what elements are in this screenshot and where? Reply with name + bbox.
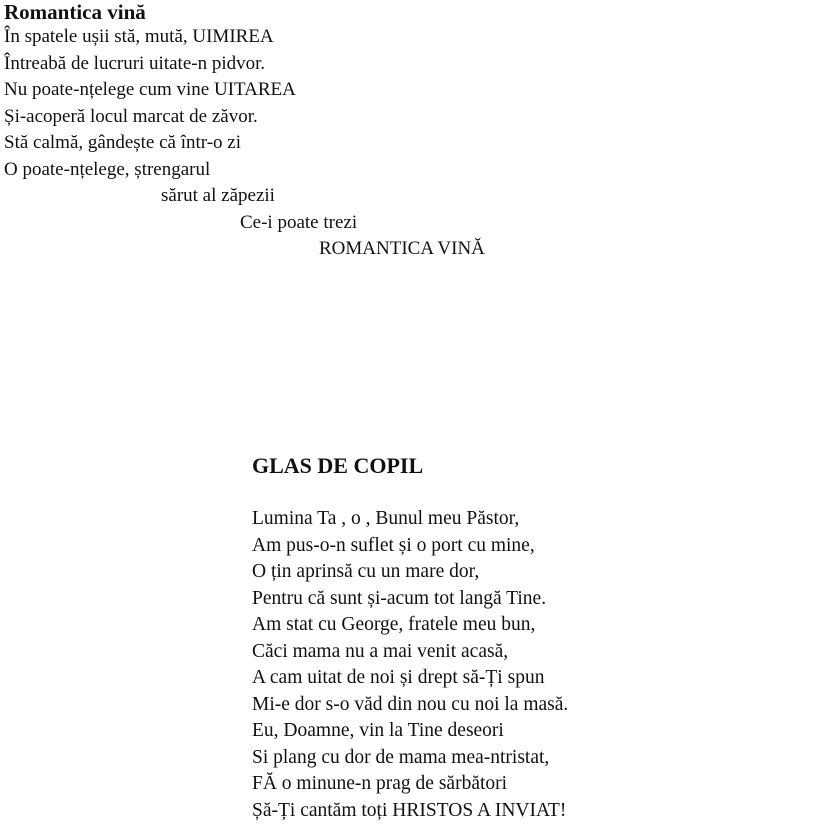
poem-glas-de-copil <box>252 452 568 824</box>
poem-line: Eu, Doamne, vin la Tine deseori <box>252 720 504 741</box>
poem-romantica-vina <box>4 0 485 263</box>
poem-line: Mi-e dor s-o văd din nou cu noi la masă. <box>252 693 569 715</box>
poem-line: sărut al zăpezii <box>161 185 275 206</box>
poem-line: Și-acoperă locul marcat de zăvor. <box>4 105 258 127</box>
poem-line: ROMANTICA VINĂ <box>319 238 485 259</box>
poem-title: Romantica vină <box>4 0 146 24</box>
poem-line: Si plang cu dor de mama mea-ntristat, <box>252 746 550 768</box>
poem-line: Stă calmă, gândește că într-o zi <box>4 132 242 153</box>
poem-line: FĂ o minune-n prag de sărbători <box>252 773 508 794</box>
poem-title: GLAS DE COPIL <box>252 453 424 478</box>
poem-line: A cam uitat de noi și drept să-Ți spun <box>252 667 545 688</box>
poem-line: Nu poate-nțelege cum vine UITAREA <box>4 79 296 100</box>
poem-line: În spatele ușii stă, mută, UIMIREA <box>4 26 274 47</box>
poem-line: Ce-i poate trezi <box>240 211 358 233</box>
poem-line: Șă-Ți cantăm toți HRISTOS A INVIAT! <box>252 799 567 821</box>
poem-line: Căci mama nu a mai venit acasă, <box>252 640 509 662</box>
poem-line: Am pus-o-n suflet și o port cu mine, <box>252 534 535 556</box>
poem-line: Am stat cu George, fratele meu bun, <box>252 614 536 635</box>
poem-line: Întreabă de lucruri uitate-n pidvor. <box>4 52 266 74</box>
poem-line: O țin aprinsă cu un mare dor, <box>252 561 480 582</box>
poem-line: Lumina Ta , o , Bunul meu Păstor, <box>252 508 520 529</box>
poem-line: O poate-nțelege, ștrengarul <box>4 158 211 180</box>
poem-line: Pentru că sunt și-acum tot langă Tine. <box>252 587 547 609</box>
